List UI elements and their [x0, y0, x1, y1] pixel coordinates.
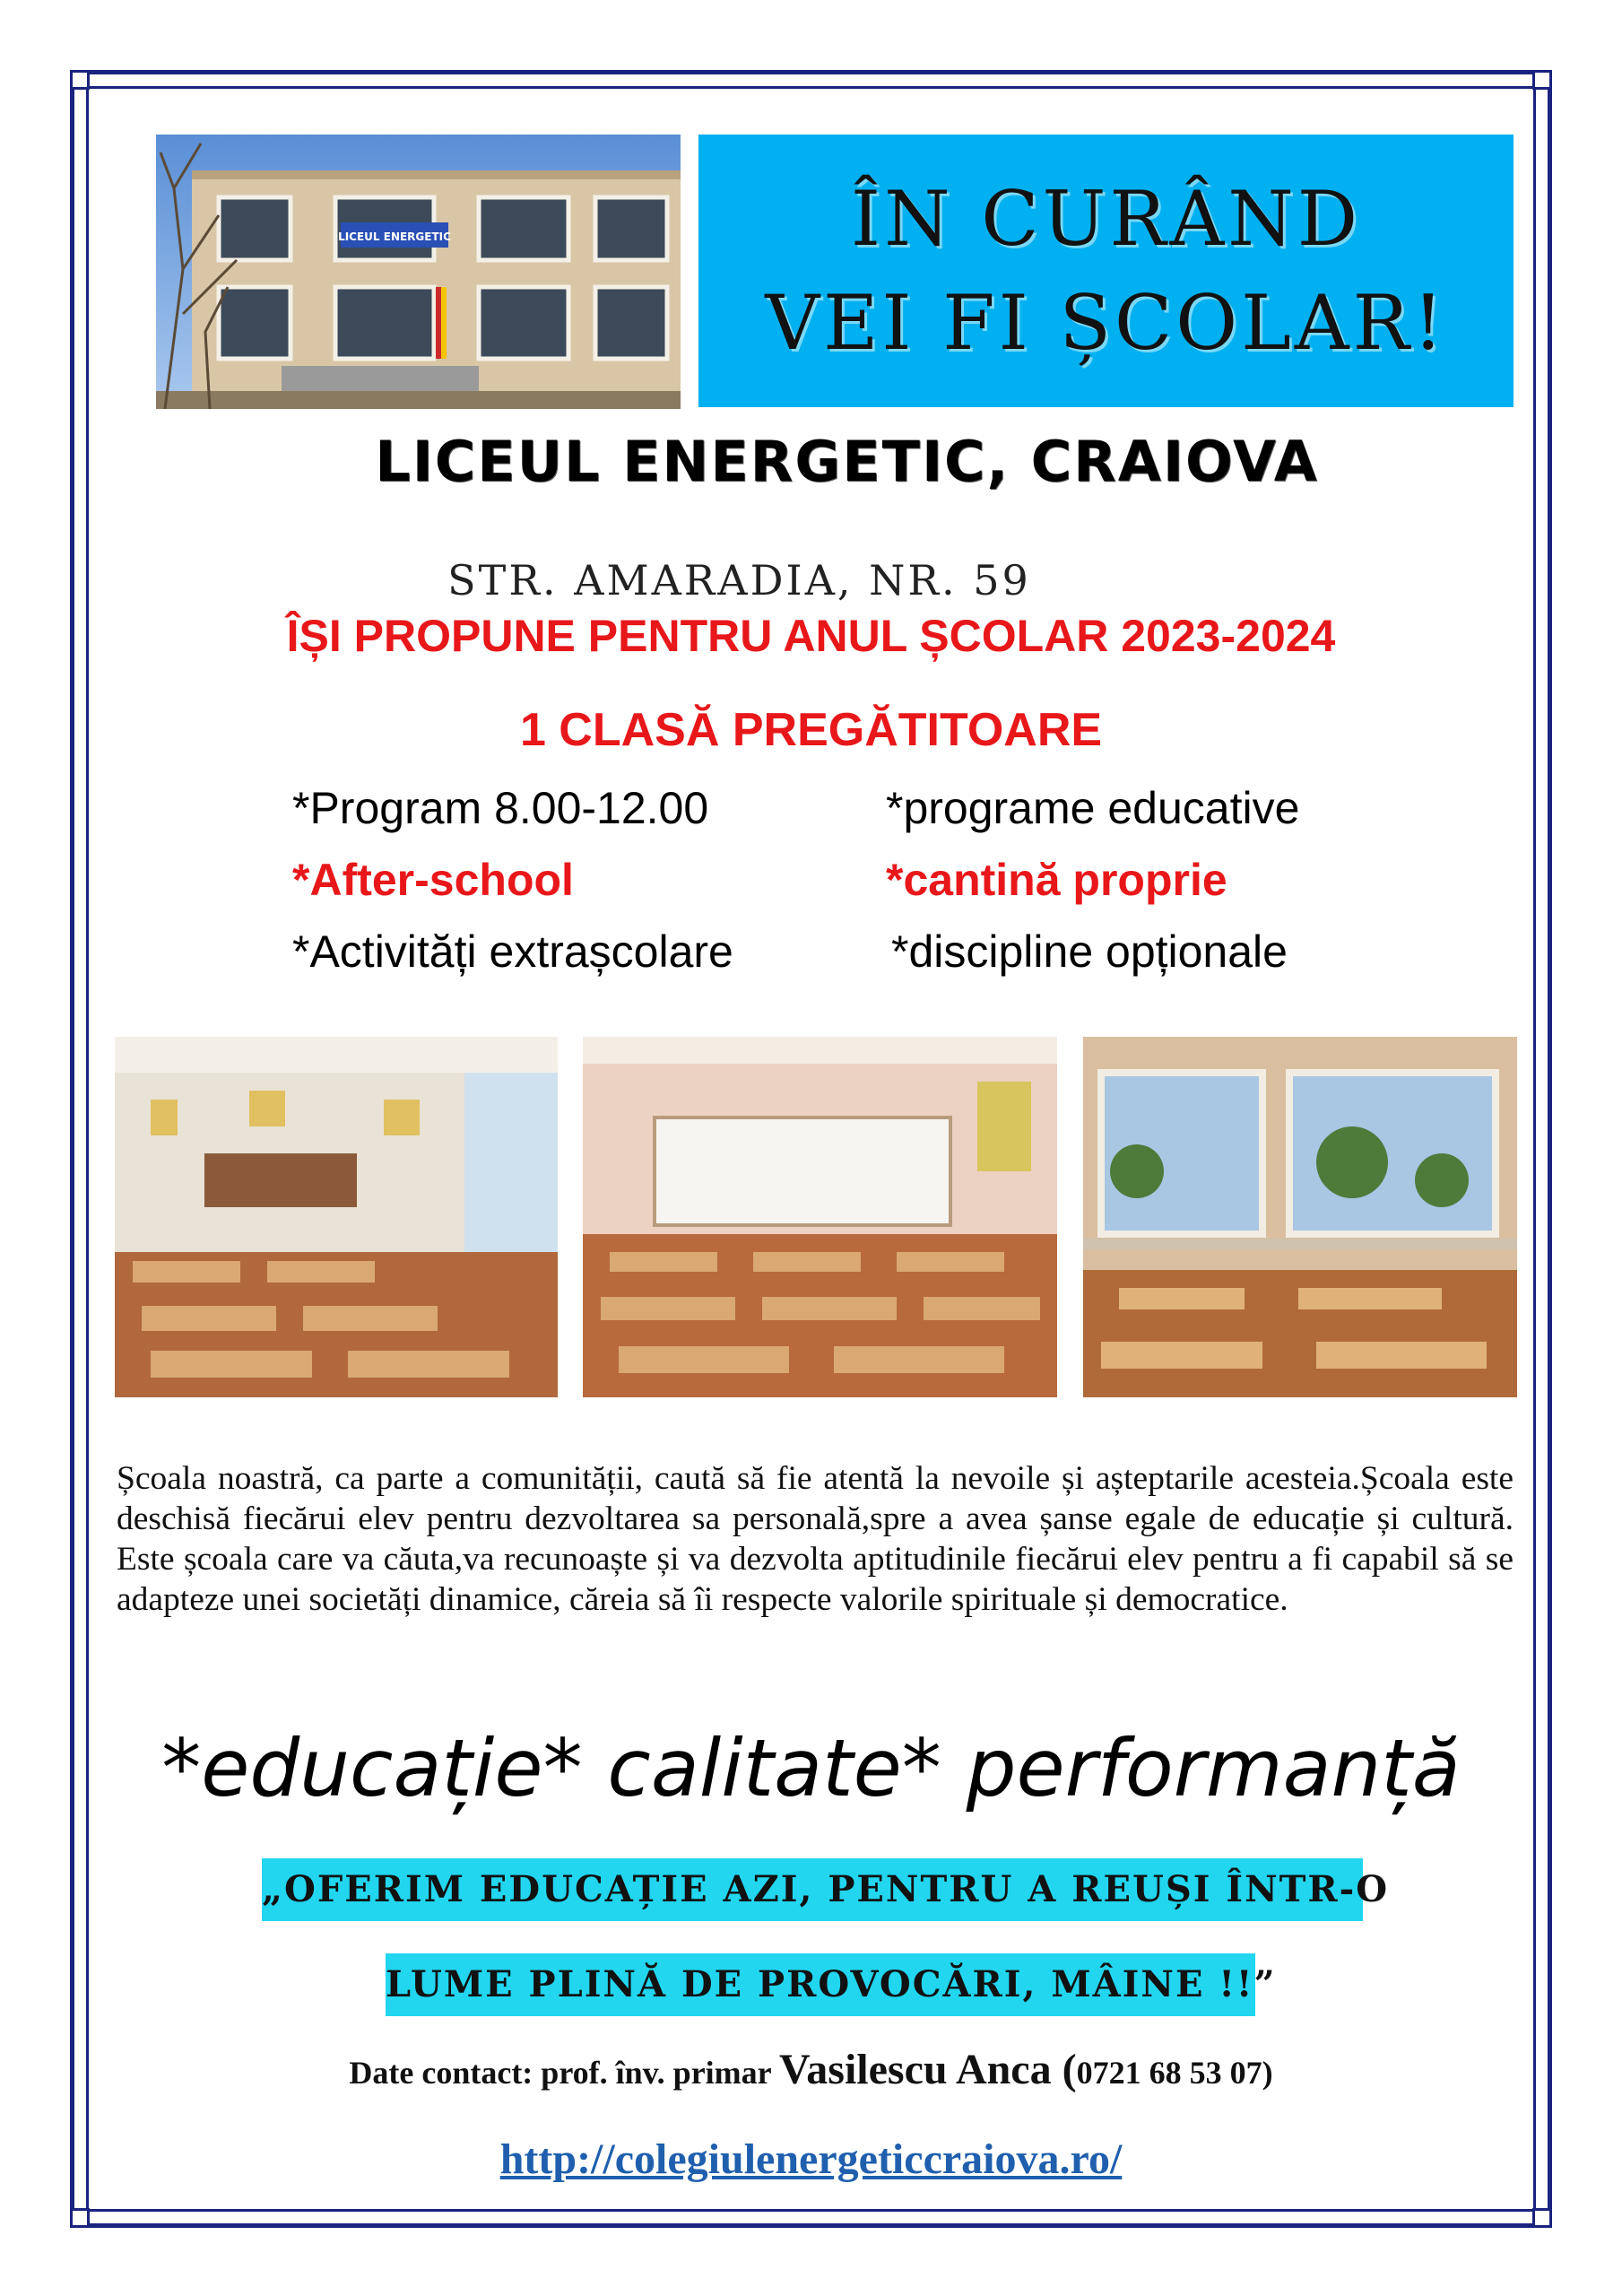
border-corner — [70, 2208, 90, 2228]
contact-name: Vasilescu Anca — [779, 2046, 1052, 2093]
feature-item: *Program 8.00-12.00 — [292, 783, 709, 833]
classroom-photo — [115, 1037, 558, 1397]
quote-line-1: „OFERIM EDUCAȚIE AZI, PENTRU A REUȘI ÎNTR-O — [262, 1858, 1363, 1921]
quote-line-2: LUME PLINĂ DE PROVOCĂRI, MÂINE !!” — [386, 1953, 1255, 2016]
contact-prefix: Date contact: prof. înv. primar — [349, 2055, 771, 2091]
feature-item: *After-school — [292, 855, 574, 905]
contact-info — [0, 2045, 1622, 2094]
class-offer: 1 CLASĂ PREGĂTITOARE — [519, 704, 1103, 756]
headline-line-2: VEI FI ȘCOLAR! — [765, 279, 1447, 367]
feature-item: *Activități extrașcolare — [292, 926, 733, 977]
school-year-proposal: ÎȘI PROPUNE PENTRU ANUL ȘCOLAR 2023-2024 — [286, 611, 1336, 661]
school-building-photo — [156, 135, 681, 409]
school-description: Școala noastră, ca parte a comunității, caută să fie atentă la nevoile și așteptarile acesteia.Școala este deschisă fiecărui elev pentru dezvoltarea sa personală,spre a avea șanse egale de educație și cultură. Este școala care va căuta,va recunoaște și va dezvolta aptitudinile fiecărui elev pentru a fi capabil să se adapteze unei societăți dinamice, căreia să îi respecte valorile spirituale și democratice. — [117, 1460, 1514, 1618]
classroom-photo — [1083, 1037, 1517, 1397]
school-motto: *educație* calitate* performanță — [161, 1722, 1461, 1814]
contact-paren-close: ) — [1262, 2055, 1273, 2091]
feature-item: *discipline opționale — [891, 926, 1288, 977]
feature-item: *programe educative — [886, 783, 1300, 833]
school-name: LICEUL ENERGETIC, CRAIOVA — [375, 429, 1319, 494]
headline-banner — [698, 135, 1514, 407]
border-corner — [1532, 2208, 1552, 2228]
contact-phone: 0721 68 53 07 — [1076, 2055, 1262, 2091]
website-link[interactable]: http://colegiulenergeticcraiova.ro/ — [499, 2135, 1123, 2183]
headline-line-1: ÎN CURÂND — [850, 175, 1362, 263]
contact-paren-open: ( — [1051, 2046, 1077, 2093]
border-corner — [1532, 70, 1552, 90]
building-sign-text: LICEUL ENERGETIC — [338, 230, 451, 243]
school-address: STR. AMARADIA, NR. 59 — [447, 556, 1031, 604]
border-corner — [70, 70, 90, 90]
classroom-photo — [583, 1037, 1057, 1397]
feature-item: *cantină proprie — [886, 855, 1227, 905]
